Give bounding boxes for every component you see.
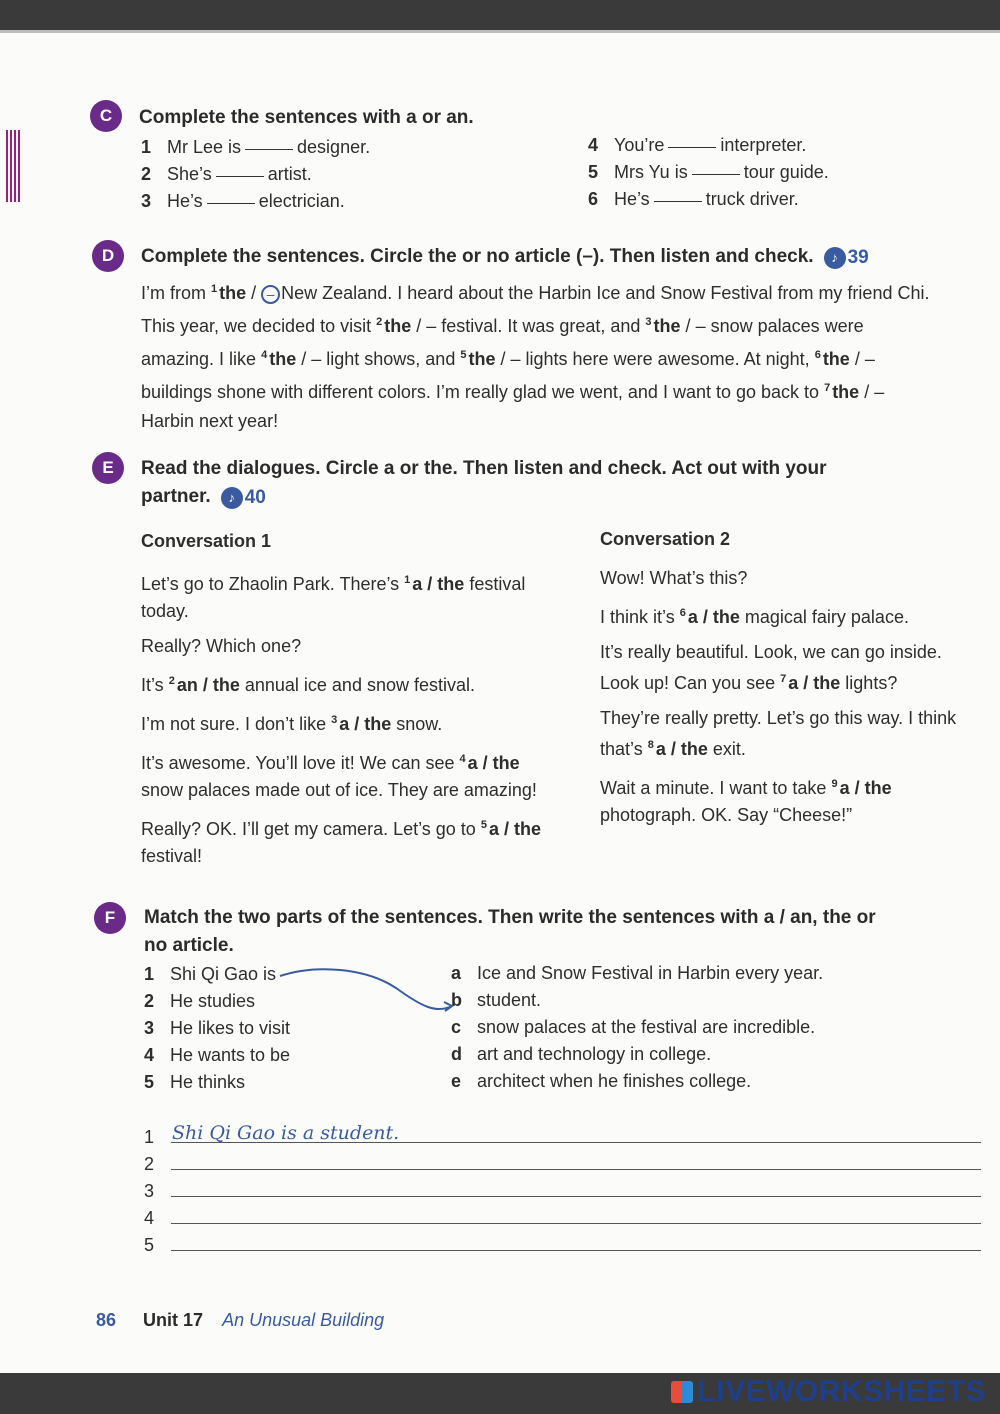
page-number: 86 bbox=[96, 1310, 117, 1330]
audio-icon: ♪ bbox=[221, 487, 243, 509]
c-item-2: 2 She’s artist. bbox=[141, 164, 312, 184]
section-f-title-line1: Match the two parts of the sentences. Then write the sentences with a / an, the or bbox=[144, 907, 876, 928]
section-f-title-line2: no article. bbox=[144, 935, 234, 956]
match-right-b[interactable]: b student. bbox=[451, 990, 542, 1010]
conversation-2 bbox=[600, 526, 965, 837]
blank-input[interactable] bbox=[654, 201, 702, 202]
c-item-5: 5 Mrs Yu is tour guide. bbox=[588, 162, 829, 182]
answer-line-5[interactable] bbox=[171, 1250, 981, 1251]
c1-line-2: Really? Which one? bbox=[141, 636, 302, 656]
choice[interactable]: a / the bbox=[839, 778, 892, 798]
answer-num-3: 3 bbox=[144, 1181, 155, 1201]
blank-input[interactable] bbox=[668, 147, 716, 148]
audio-track[interactable]: ♪ 39 bbox=[824, 247, 869, 269]
answer-num-1: 1 bbox=[144, 1127, 155, 1147]
unit-label: Unit 17 bbox=[143, 1310, 204, 1330]
conversation-1-title: Conversation 1 bbox=[141, 531, 272, 551]
choice[interactable]: a / the bbox=[488, 819, 541, 839]
c1-line-5: It’s awesome. You’ll love it! We can see $^4$ a / the snow palaces made out of ice. They are amazing! bbox=[141, 753, 537, 800]
match-connector-line bbox=[276, 966, 456, 1018]
c-item-3: 3 He’s electrician. bbox=[141, 191, 345, 211]
choice[interactable]: a / the bbox=[412, 574, 465, 594]
c2-line-3: It’s really beautiful. Look, we can go inside. Look up! Can you see $^7$ a / the lights? bbox=[600, 642, 942, 693]
section-d-badge: D bbox=[92, 240, 124, 272]
match-left-3[interactable]: 3 He likes to visit bbox=[144, 1018, 291, 1038]
match-right-a[interactable]: a Ice and Snow Festival in Harbin every year. bbox=[451, 963, 824, 983]
section-d-paragraph: I’m from $^1$ the / – New Zealand. I heard about the Harbin Ice and Snow Festival from my friend Chi. This year, we decided to visit $^2$ the / – festival. It was great, and $^3$ the / – snow palaces were amazing. I like $^4$ the / – light shows, and $^5$ the / – lights here were awesome. At night, $^6$ the / – buildings shone with different colors. I’m really glad we went, and I want to go back to $^7$ the / – Harbin next year! bbox=[141, 283, 930, 431]
example-answer: Shi Qi Gao is a student. bbox=[172, 1122, 400, 1144]
section-d-title: Complete the sentences. Circle the or no article (–). Then listen and check. ♪ 39 bbox=[141, 246, 869, 268]
match-left-4[interactable]: 4 He wants to be bbox=[144, 1045, 291, 1065]
c1-line-3: It’s $^2$ an / the annual ice and snow festival. bbox=[141, 675, 476, 695]
c2-line-5: Wait a minute. I want to take $^9$ a / the photograph. OK. Say “Cheese!” bbox=[600, 778, 892, 825]
c-item-6: 6 He’s truck driver. bbox=[588, 189, 799, 209]
match-right-d[interactable]: d art and technology in college. bbox=[451, 1044, 712, 1064]
choice[interactable]: a / the bbox=[788, 673, 841, 693]
match-left-2[interactable]: 2 He studies bbox=[144, 991, 256, 1011]
match-right-e[interactable]: e architect when he finishes college. bbox=[451, 1071, 752, 1091]
logo-icon bbox=[671, 1381, 693, 1403]
page-footer bbox=[96, 1310, 384, 1331]
c2-line-2: I think it’s $^6$ a / the magical fairy palace. bbox=[600, 607, 909, 627]
answer-num-2: 2 bbox=[144, 1154, 155, 1174]
answer-line-2[interactable] bbox=[171, 1169, 981, 1170]
audio-track[interactable]: ♪ 40 bbox=[221, 487, 266, 509]
choice[interactable]: an / the bbox=[176, 675, 240, 695]
answer-line-1[interactable] bbox=[171, 1142, 981, 1143]
conversation-2-title: Conversation 2 bbox=[600, 529, 731, 549]
choice[interactable]: a / the bbox=[467, 753, 520, 773]
blank-input[interactable] bbox=[692, 174, 740, 175]
c-item-4: 4 You’re interpreter. bbox=[588, 135, 807, 155]
answer-line-3[interactable] bbox=[171, 1196, 981, 1197]
match-left-5[interactable]: 5 He thinks bbox=[144, 1072, 246, 1092]
blank-input[interactable] bbox=[216, 176, 264, 177]
section-e-title-line1: Read the dialogues. Circle a or the. Then listen and check. Act out with your bbox=[141, 458, 827, 479]
liveworksheets-logo: LIVEWORKSHEETS bbox=[671, 1375, 986, 1409]
choice[interactable]: a / the bbox=[687, 607, 740, 627]
conversation-1 bbox=[141, 528, 541, 878]
answer-num-4: 4 bbox=[144, 1208, 155, 1228]
section-c-title: Complete the sentences with a or an. bbox=[139, 107, 474, 128]
section-c-badge: C bbox=[90, 100, 122, 132]
audio-icon: ♪ bbox=[824, 247, 846, 269]
match-left-1[interactable]: 1 Shi Qi Gao is bbox=[144, 964, 277, 984]
choice[interactable]: a / the bbox=[339, 714, 392, 734]
page-edge-tab bbox=[6, 130, 22, 202]
match-right-c[interactable]: c snow palaces at the festival are incredible. bbox=[451, 1017, 816, 1037]
answer-num-5: 5 bbox=[144, 1235, 155, 1255]
c2-line-4: They’re really pretty. Let’s go this way. I think that’s $^8$ a / the exit. bbox=[600, 708, 957, 759]
c1-line-6: Really? OK. I’ll get my camera. Let’s go to $^5$ a / the festival! bbox=[141, 819, 541, 866]
section-e-title-line2: partner. ♪ 40 bbox=[141, 486, 266, 508]
choice[interactable]: a / the bbox=[655, 739, 708, 759]
blank-input[interactable] bbox=[207, 203, 255, 204]
section-f-badge: F bbox=[94, 902, 126, 934]
unit-title: An Unusual Building bbox=[222, 1310, 385, 1330]
c1-line-1: Let’s go to Zhaolin Park. There’s $^1$ a / the festival today. bbox=[141, 574, 526, 621]
c1-line-4: I’m not sure. I don’t like $^3$ a / the snow. bbox=[141, 714, 443, 734]
section-e-badge: E bbox=[92, 452, 124, 484]
circled-answer[interactable]: – bbox=[261, 285, 280, 304]
c2-line-1: Wow! What’s this? bbox=[600, 568, 748, 588]
blank-input[interactable] bbox=[245, 149, 293, 150]
answer-line-4[interactable] bbox=[171, 1223, 981, 1224]
c-item-1: 1 Mr Lee is designer. bbox=[141, 137, 371, 157]
